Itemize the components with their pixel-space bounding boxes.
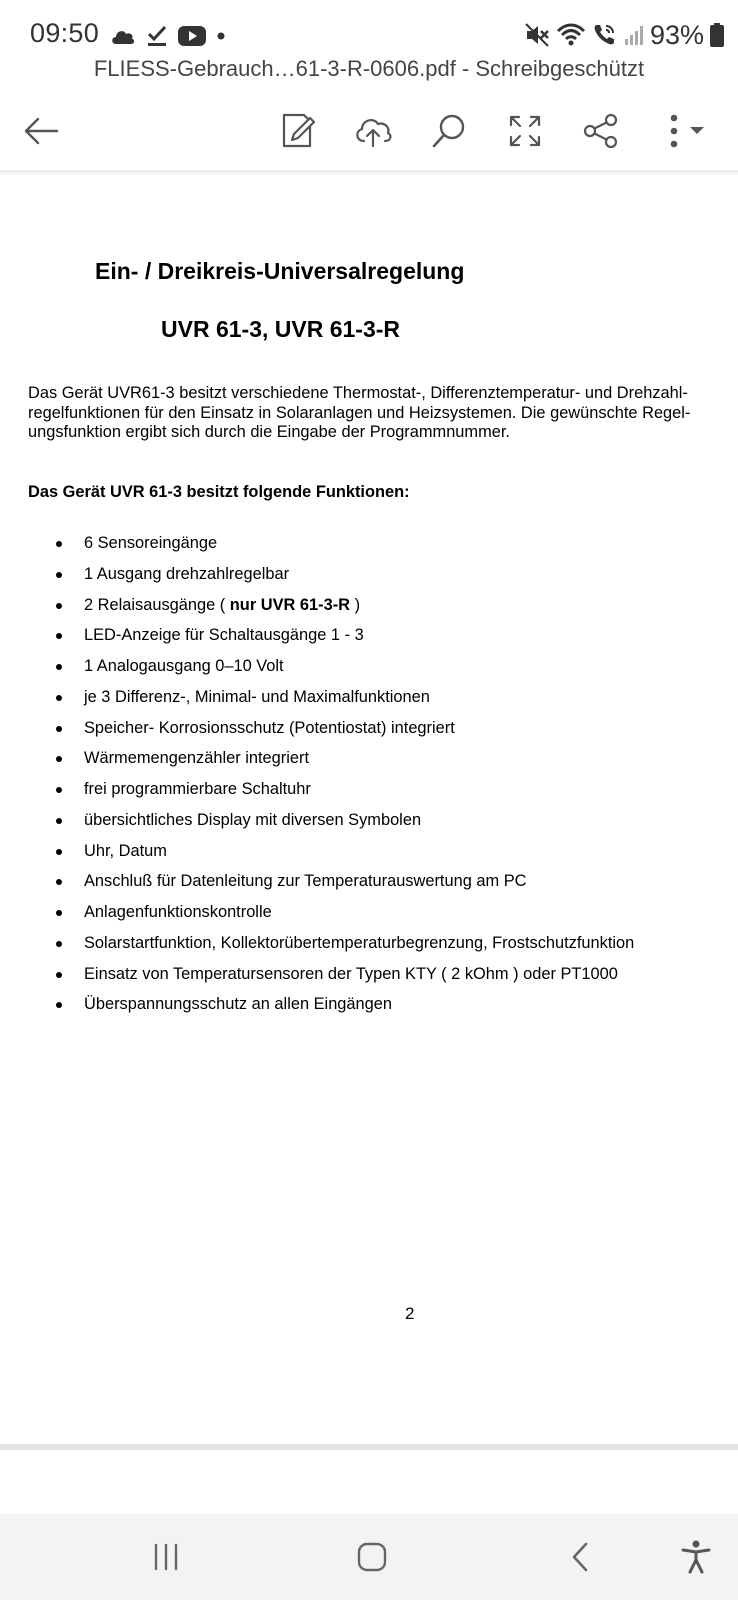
bullet-icon (56, 972, 62, 978)
more-options-button[interactable] (656, 106, 716, 156)
list-item: LED-Anzeige für Schaltausgänge 1 - 3 (0, 626, 738, 657)
fullscreen-button[interactable] (500, 106, 550, 156)
recent-apps-icon (151, 1543, 181, 1571)
features-heading: Das Gerät UVR 61-3 besitzt folgende Funktionen: (28, 483, 410, 501)
youtube-icon (178, 26, 206, 46)
bullet-icon (56, 664, 62, 670)
search-button[interactable] (424, 106, 474, 156)
intro-paragraph (28, 384, 728, 443)
back-icon (568, 1541, 592, 1573)
status-system-icons (524, 18, 724, 52)
bullet-icon (56, 879, 62, 885)
list-item: 1 Ausgang drehzahlregelbar (0, 565, 738, 596)
signal-icon (624, 24, 644, 46)
bullet-icon (56, 633, 62, 639)
list-item: frei programmierbare Schaltuhr (0, 780, 738, 811)
share-icon (583, 113, 619, 149)
cloud-icon (110, 27, 136, 45)
list-item: Uhr, Datum (0, 842, 738, 873)
bullet-icon (56, 572, 62, 578)
search-icon (431, 113, 467, 149)
bullet-icon (56, 726, 62, 732)
bullet-icon (56, 910, 62, 916)
relay-model-note: nur UVR 61-3-R (229, 595, 351, 614)
intro-line: ungsfunktion ergibt sich durch die Eingabe der Programmnummer. (28, 423, 510, 441)
edit-button[interactable] (273, 106, 323, 156)
status-time: 09:50 (30, 18, 100, 48)
bullet-icon (56, 849, 62, 855)
home-icon (357, 1542, 387, 1572)
bullet-icon (56, 818, 62, 824)
bullet-icon (56, 941, 62, 947)
upload-button[interactable] (348, 106, 398, 156)
list-item: je 3 Differenz-, Minimal- und Maximalfunktionen (0, 688, 738, 719)
cloud-upload-icon (353, 114, 393, 148)
accessibility-icon (680, 1539, 712, 1575)
battery-icon (710, 23, 724, 47)
battery-percent: 93% (649, 19, 704, 50)
notification-dot-icon (216, 31, 226, 41)
bullet-icon (56, 695, 62, 701)
wifi-icon (556, 22, 586, 48)
features-list (0, 534, 738, 1026)
wifi-call-icon (592, 22, 618, 48)
home-button[interactable] (349, 1534, 395, 1580)
back-nav-button[interactable] (557, 1534, 603, 1580)
intro-line: regelfunktionen für den Einsatz in Solaranlagen und Heizsystemen. Die gewünschte Regel- (28, 403, 691, 422)
list-item: Solarstartfunktion, Kollektorübertemperaturbegrenzung, Frostschutzfunktion (0, 934, 738, 965)
bullet-icon (56, 603, 62, 609)
more-options-icon (662, 113, 710, 149)
back-button[interactable] (16, 106, 66, 156)
bullet-icon (56, 756, 62, 762)
list-item: Speicher- Korrosionsschutz (Potentiostat) integriert (0, 719, 738, 750)
page-heading: Ein- / Dreikreis-Universalregelung (95, 258, 465, 284)
fullscreen-icon (508, 114, 542, 148)
intro-line: Das Gerät UVR61-3 besitzt verschiedene Thermostat-, Differenztemperatur- und Drehzahl- (28, 384, 688, 402)
list-item: Wärmemengenzähler integriert (0, 749, 738, 780)
list-item: Anlagenfunktionskontrolle (0, 903, 738, 934)
list-item: 2 Relaisausgänge ( nur UVR 61-3-R ) (0, 596, 738, 627)
toolbar (0, 96, 738, 172)
page-subheading: UVR 61-3, UVR 61-3-R (161, 316, 401, 342)
page-number: 2 (405, 1304, 415, 1323)
back-arrow-icon (23, 116, 59, 146)
download-done-icon (146, 24, 168, 48)
bullet-icon (56, 541, 62, 547)
bullet-icon (56, 787, 62, 793)
list-item: übersichtliches Display mit diversen Symbolen (0, 811, 738, 842)
status-bar (0, 0, 738, 64)
share-button[interactable] (576, 106, 626, 156)
accessibility-button[interactable] (673, 1534, 719, 1580)
bullet-icon (56, 1002, 62, 1008)
recent-apps-button[interactable] (143, 1534, 189, 1580)
next-page-area (0, 1450, 738, 1514)
list-item: 1 Analogausgang 0–10 Volt (0, 657, 738, 688)
pdf-page[interactable] (0, 176, 738, 1444)
document-title: FLIESS-Gebrauch…61-3-R-0606.pdf - Schreibgeschützt (93, 56, 645, 81)
mute-icon (524, 22, 550, 48)
edit-document-icon (280, 112, 316, 150)
list-item: 6 Sensoreingänge (0, 534, 738, 565)
status-notification-icons (110, 20, 226, 52)
list-item: Einsatz von Temperatursensoren der Typen KTY ( 2 kOhm ) oder PT1000 (0, 965, 738, 996)
list-item: Überspannungsschutz an allen Eingängen (0, 995, 738, 1026)
list-item: Anschluß für Datenleitung zur Temperaturauswertung am PC (0, 872, 738, 903)
navigation-bar (0, 1514, 738, 1600)
